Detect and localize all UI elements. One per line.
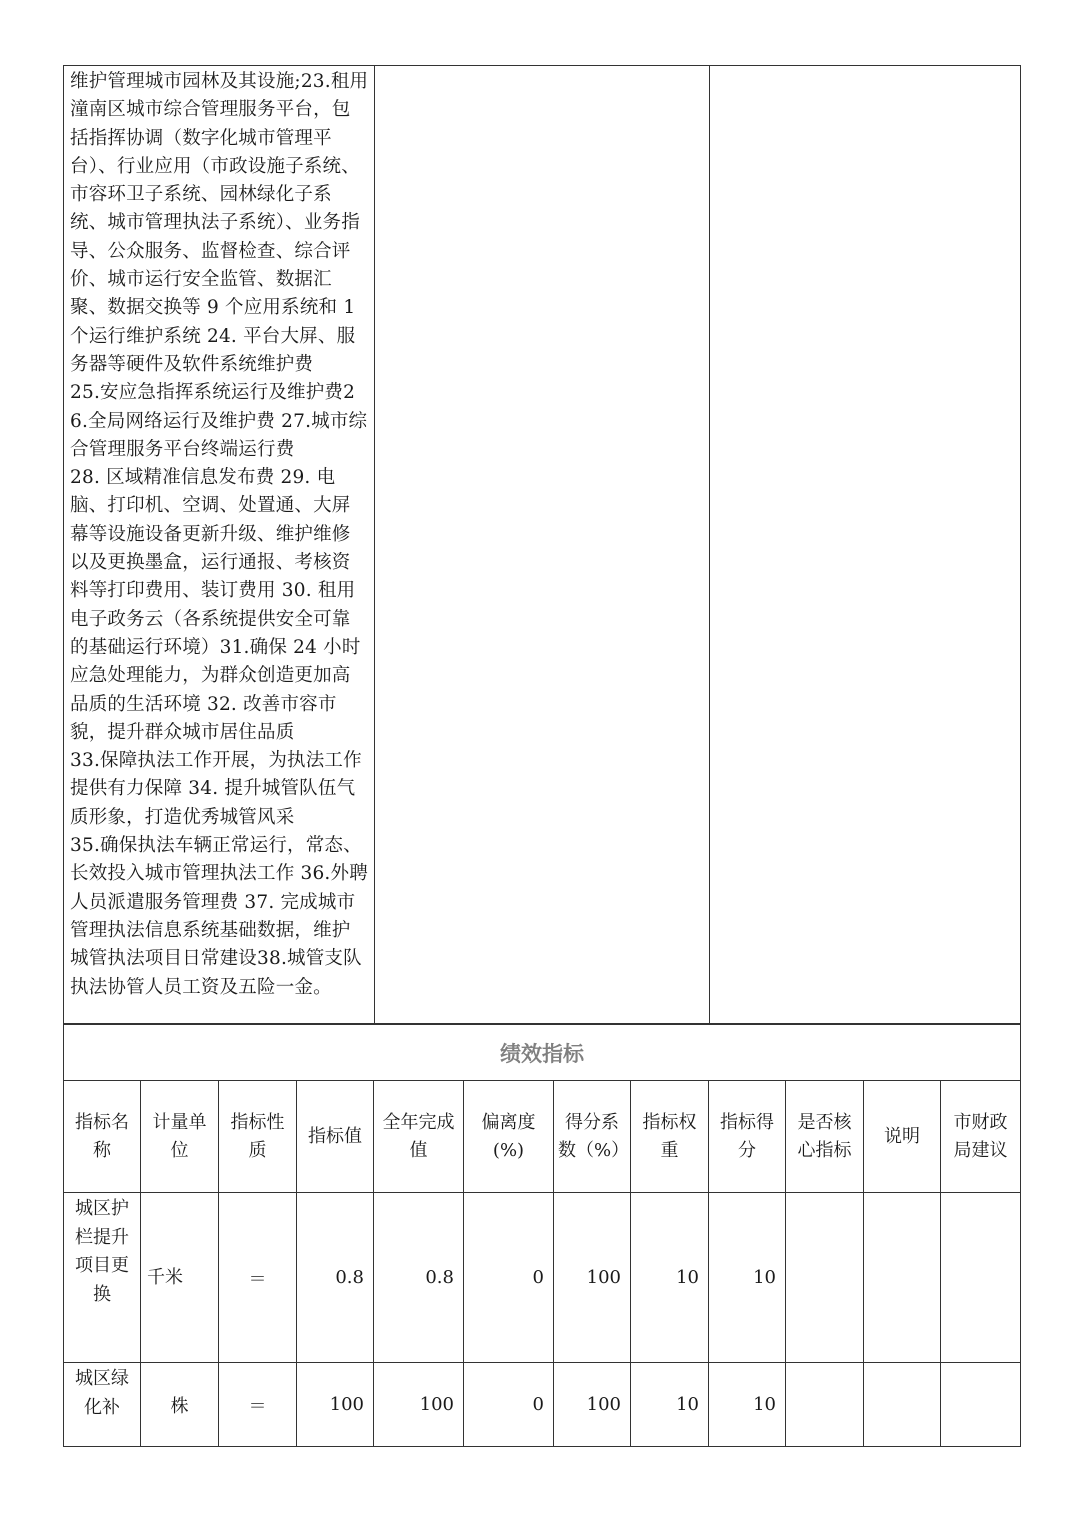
table-row [64, 1193, 1021, 1363]
weight-cell: 10 [631, 1193, 709, 1363]
header-cell [219, 1081, 297, 1193]
header-cell [374, 1081, 464, 1193]
header-label: 得分系数（%） [558, 1111, 630, 1161]
advice-cell [941, 1363, 1021, 1447]
note-cell [864, 1363, 941, 1447]
deviation-cell: 0 [464, 1363, 554, 1447]
header-label: 是否核心指标 [797, 1111, 852, 1161]
coefficient-cell: 100 [554, 1193, 631, 1363]
content-row [64, 66, 1021, 1024]
target-value-cell: 0.8 [297, 1193, 374, 1363]
header-label: 指标得分 [720, 1111, 774, 1161]
target-value-cell: 100 [297, 1363, 374, 1447]
header-label: 计量单位 [152, 1111, 207, 1161]
indicator-name-cell: 城区绿化补 [64, 1363, 141, 1447]
description-paragraph: 25.安应急指挥系统运行及维护费26.全局网络运行及维护费 27.城市综合管理服务平台终端运行费 [70, 382, 368, 460]
content-table [63, 65, 1021, 1024]
header-cell [709, 1081, 786, 1193]
header-cell [864, 1081, 941, 1193]
description-paragraph: 35.确保执法车辆正常运行，常态、长效投入城市管理执法工作 36.外聘人员派遣服务管理费 37. 完成城市管理执法信息系统基础数据，维护城管执法项目日常建设38.城管支队执法协管人员工资及五险一金。 [70, 835, 368, 998]
section-title: 绩效指标 [64, 1025, 1021, 1081]
coefficient-cell: 100 [554, 1363, 631, 1447]
header-cell [941, 1081, 1021, 1193]
header-label: 指标权重 [642, 1111, 697, 1161]
actual-value-cell: 0.8 [374, 1193, 464, 1363]
header-label: 指标名称 [75, 1111, 129, 1161]
actual-value-cell: 100 [374, 1363, 464, 1447]
note-cell [864, 1193, 941, 1363]
empty-cell [375, 66, 710, 1024]
header-cell [786, 1081, 864, 1193]
header-cell [464, 1081, 554, 1193]
description-paragraph: 维护管理城市园林及其设施;23.租用潼南区城市综合管理服务平台，包括指挥协调（数字化城市管理平台）、行业应用（市政设施子系统、市容环卫子系统、园林绿化子系统、城市管理执法子系统）、业务指导、公众服务、监督检查、综合评价、城市运行安全监管、数据汇聚、数据交换等 9 个应用系统和 1个运行维护系统 24. 平台大屏、服务器等硬件及软件系统维护费 [70, 71, 369, 375]
description-paragraph: 33.保障执法工作开展，为执法工作提供有力保障 34. 提升城管队伍气质形象，打造优秀城管风采 [70, 750, 362, 828]
description-paragraph: 28. 区域精准信息发布费 29. 电脑、打印机、空调、处置通、大屏幕等设施设备更新升级、维护维修以及更换墨盒，运行通报、考核资料等打印费用、装订费用 30. 租用电子政务云（各系统提供安全可靠的基础运行环境）31.确保 24 小时应急处理能力，为群众创造更加高品质的生活环境 32. 改善市容市貌，提升群众城市居住品质 [70, 467, 361, 743]
header-cell [64, 1081, 141, 1193]
header-label: 全年完成值 [382, 1111, 455, 1161]
nature-cell: ＝ [219, 1193, 297, 1363]
unit-cell: 千米 [141, 1193, 219, 1363]
header-label: 市财政局建议 [953, 1111, 1008, 1161]
empty-cell [710, 66, 1021, 1024]
header-label: 偏离度(%) [481, 1111, 536, 1161]
unit-cell: 株 [141, 1363, 219, 1447]
description-cell [64, 66, 375, 1024]
advice-cell [941, 1193, 1021, 1363]
header-label: 指标值 [308, 1125, 362, 1147]
deviation-cell: 0 [464, 1193, 554, 1363]
core-indicator-cell [786, 1363, 864, 1447]
header-cell [297, 1081, 374, 1193]
score-cell: 10 [709, 1363, 786, 1447]
header-label: 说明 [884, 1125, 920, 1147]
header-cell [554, 1081, 631, 1193]
section-title-row [64, 1025, 1021, 1081]
header-cell [141, 1081, 219, 1193]
nature-cell: ＝ [219, 1363, 297, 1447]
header-row [64, 1081, 1021, 1193]
header-cell [631, 1081, 709, 1193]
table-row [64, 1363, 1021, 1447]
score-cell: 10 [709, 1193, 786, 1363]
core-indicator-cell [786, 1193, 864, 1363]
performance-table [63, 1024, 1021, 1447]
weight-cell: 10 [631, 1363, 709, 1447]
header-label: 指标性质 [230, 1111, 285, 1161]
indicator-name-cell: 城区护栏提升项目更换 [64, 1193, 141, 1363]
